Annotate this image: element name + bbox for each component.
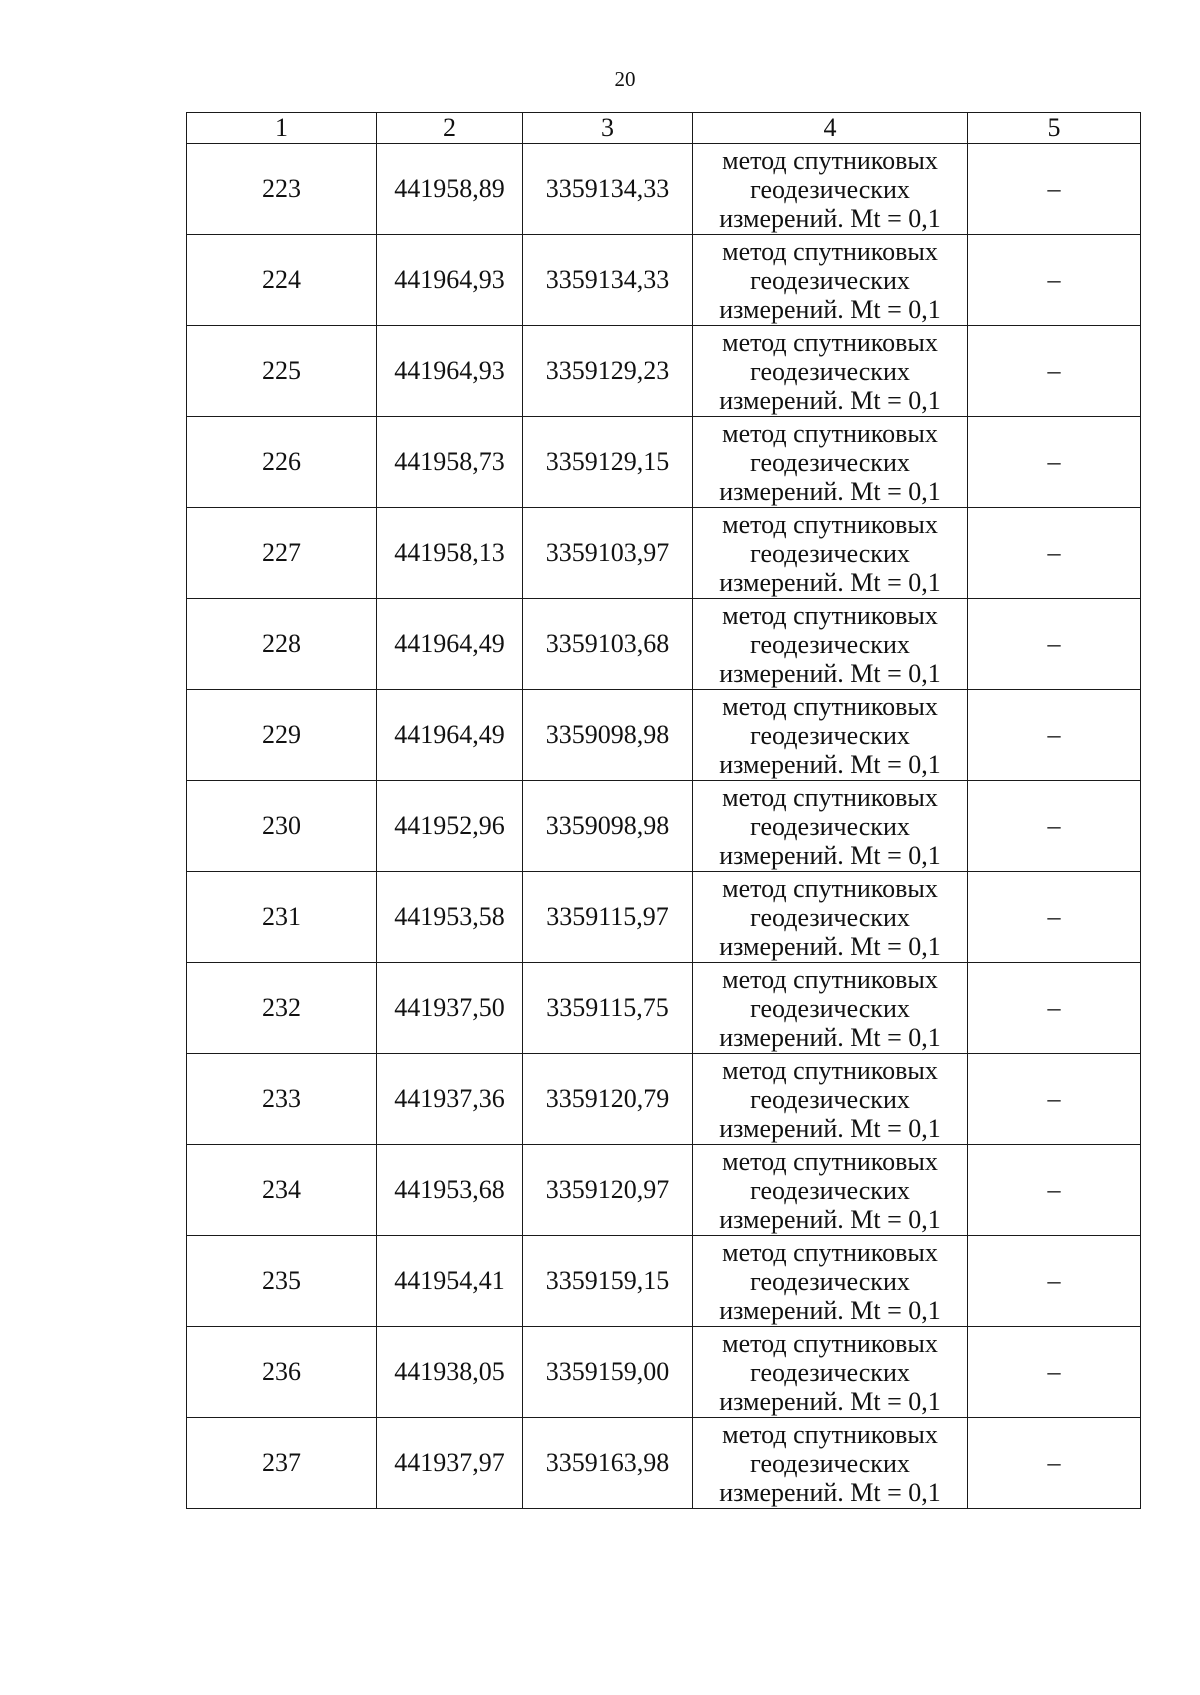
point-number-cell: 235 (187, 1236, 377, 1327)
method-line: измерений. Mt = 0,1 (719, 385, 941, 415)
note-cell: – (968, 781, 1141, 872)
table-row (187, 781, 1141, 872)
y-coordinate-cell: 3359103,68 (523, 599, 693, 690)
point-number-cell: 232 (187, 963, 377, 1054)
note-cell: – (968, 1327, 1141, 1418)
note-cell: – (968, 690, 1141, 781)
point-number-cell: 236 (187, 1327, 377, 1418)
method-line: метод спутниковых (722, 1419, 938, 1449)
note-cell: – (968, 417, 1141, 508)
x-coordinate-cell: 441954,41 (377, 1236, 523, 1327)
point-number-cell: 237 (187, 1418, 377, 1509)
method-cell (693, 690, 968, 781)
method-line: метод спутниковых (722, 1237, 938, 1267)
method-line: геодезических (750, 1266, 910, 1296)
y-coordinate-cell: 3359098,98 (523, 690, 693, 781)
column-header: 1 (187, 113, 377, 144)
point-number-cell: 229 (187, 690, 377, 781)
y-coordinate-cell: 3359103,97 (523, 508, 693, 599)
method-line: геодезических (750, 174, 910, 204)
table-row (187, 690, 1141, 781)
table-row (187, 599, 1141, 690)
note-cell: – (968, 508, 1141, 599)
x-coordinate-cell: 441958,89 (377, 144, 523, 235)
coordinates-table (186, 112, 1141, 1509)
column-header: 4 (693, 113, 968, 144)
column-header: 2 (377, 113, 523, 144)
x-coordinate-cell: 441937,36 (377, 1054, 523, 1145)
method-line: метод спутниковых (722, 509, 938, 539)
method-line: измерений. Mt = 0,1 (719, 294, 941, 324)
y-coordinate-cell: 3359134,33 (523, 235, 693, 326)
y-coordinate-cell: 3359120,97 (523, 1145, 693, 1236)
table-row (187, 326, 1141, 417)
method-line: геодезических (750, 629, 910, 659)
method-line: метод спутниковых (722, 691, 938, 721)
method-line: метод спутниковых (722, 145, 938, 175)
point-number-cell: 234 (187, 1145, 377, 1236)
method-cell (693, 1418, 968, 1509)
method-line: геодезических (750, 538, 910, 568)
point-number-cell: 230 (187, 781, 377, 872)
method-line: измерений. Mt = 0,1 (719, 567, 941, 597)
method-line: измерений. Mt = 0,1 (719, 1477, 941, 1507)
method-line: метод спутниковых (722, 418, 938, 448)
table-row (187, 508, 1141, 599)
method-line: измерений. Mt = 0,1 (719, 658, 941, 688)
point-number-cell: 226 (187, 417, 377, 508)
table-row (187, 235, 1141, 326)
method-line: геодезических (750, 1448, 910, 1478)
table-row (187, 1327, 1141, 1418)
note-cell: – (968, 326, 1141, 417)
y-coordinate-cell: 3359115,97 (523, 872, 693, 963)
method-line: метод спутниковых (722, 600, 938, 630)
method-cell (693, 1236, 968, 1327)
point-number-cell: 228 (187, 599, 377, 690)
method-line: измерений. Mt = 0,1 (719, 476, 941, 506)
method-cell (693, 1145, 968, 1236)
method-line: метод спутниковых (722, 964, 938, 994)
y-coordinate-cell: 3359098,98 (523, 781, 693, 872)
x-coordinate-cell: 441964,93 (377, 326, 523, 417)
method-line: метод спутниковых (722, 327, 938, 357)
note-cell: – (968, 1054, 1141, 1145)
method-line: геодезических (750, 993, 910, 1023)
table-row (187, 963, 1141, 1054)
x-coordinate-cell: 441937,97 (377, 1418, 523, 1509)
method-line: метод спутниковых (722, 873, 938, 903)
table-row (187, 417, 1141, 508)
x-coordinate-cell: 441937,50 (377, 963, 523, 1054)
x-coordinate-cell: 441953,58 (377, 872, 523, 963)
x-coordinate-cell: 441964,49 (377, 599, 523, 690)
method-line: геодезических (750, 1357, 910, 1387)
table-row (187, 1418, 1141, 1509)
x-coordinate-cell: 441964,49 (377, 690, 523, 781)
method-cell (693, 235, 968, 326)
note-cell: – (968, 872, 1141, 963)
point-number-cell: 233 (187, 1054, 377, 1145)
y-coordinate-cell: 3359159,00 (523, 1327, 693, 1418)
method-line: геодезических (750, 356, 910, 386)
header-row (187, 113, 1141, 144)
note-cell: – (968, 1145, 1141, 1236)
table-row (187, 1054, 1141, 1145)
table-row (187, 1145, 1141, 1236)
method-line: метод спутниковых (722, 782, 938, 812)
x-coordinate-cell: 441958,73 (377, 417, 523, 508)
column-header: 5 (968, 113, 1141, 144)
table-body (187, 144, 1141, 1509)
point-number-cell: 227 (187, 508, 377, 599)
method-cell (693, 599, 968, 690)
method-line: измерений. Mt = 0,1 (719, 749, 941, 779)
y-coordinate-cell: 3359129,23 (523, 326, 693, 417)
method-line: геодезических (750, 720, 910, 750)
x-coordinate-cell: 441964,93 (377, 235, 523, 326)
method-cell (693, 144, 968, 235)
x-coordinate-cell: 441952,96 (377, 781, 523, 872)
note-cell: – (968, 235, 1141, 326)
note-cell: – (968, 599, 1141, 690)
method-line: геодезических (750, 265, 910, 295)
method-line: геодезических (750, 811, 910, 841)
method-line: измерений. Mt = 0,1 (719, 931, 941, 961)
method-line: измерений. Mt = 0,1 (719, 1204, 941, 1234)
method-line: метод спутниковых (722, 1146, 938, 1176)
y-coordinate-cell: 3359159,15 (523, 1236, 693, 1327)
method-line: геодезических (750, 447, 910, 477)
y-coordinate-cell: 3359115,75 (523, 963, 693, 1054)
method-cell (693, 963, 968, 1054)
x-coordinate-cell: 441953,68 (377, 1145, 523, 1236)
x-coordinate-cell: 441958,13 (377, 508, 523, 599)
note-cell: – (968, 963, 1141, 1054)
table-row (187, 144, 1141, 235)
method-line: измерений. Mt = 0,1 (719, 1113, 941, 1143)
y-coordinate-cell: 3359120,79 (523, 1054, 693, 1145)
method-line: метод спутниковых (722, 1055, 938, 1085)
note-cell: – (968, 1236, 1141, 1327)
point-number-cell: 224 (187, 235, 377, 326)
note-cell: – (968, 144, 1141, 235)
method-line: измерений. Mt = 0,1 (719, 840, 941, 870)
method-cell (693, 781, 968, 872)
table-row (187, 1236, 1141, 1327)
method-cell (693, 508, 968, 599)
method-line: геодезических (750, 1084, 910, 1114)
method-line: метод спутниковых (722, 1328, 938, 1358)
note-cell: – (968, 1418, 1141, 1509)
point-number-cell: 225 (187, 326, 377, 417)
page-number: 20 (614, 67, 636, 91)
method-cell (693, 326, 968, 417)
method-cell (693, 1327, 968, 1418)
y-coordinate-cell: 3359163,98 (523, 1418, 693, 1509)
method-line: измерений. Mt = 0,1 (719, 203, 941, 233)
x-coordinate-cell: 441938,05 (377, 1327, 523, 1418)
method-line: геодезических (750, 1175, 910, 1205)
y-coordinate-cell: 3359134,33 (523, 144, 693, 235)
method-line: геодезических (750, 902, 910, 932)
point-number-cell: 223 (187, 144, 377, 235)
method-line: метод спутниковых (722, 236, 938, 266)
method-line: измерений. Mt = 0,1 (719, 1022, 941, 1052)
method-cell (693, 417, 968, 508)
method-line: измерений. Mt = 0,1 (719, 1386, 941, 1416)
method-cell (693, 872, 968, 963)
table-row (187, 872, 1141, 963)
column-header: 3 (523, 113, 693, 144)
y-coordinate-cell: 3359129,15 (523, 417, 693, 508)
method-line: измерений. Mt = 0,1 (719, 1295, 941, 1325)
method-cell (693, 1054, 968, 1145)
point-number-cell: 231 (187, 872, 377, 963)
